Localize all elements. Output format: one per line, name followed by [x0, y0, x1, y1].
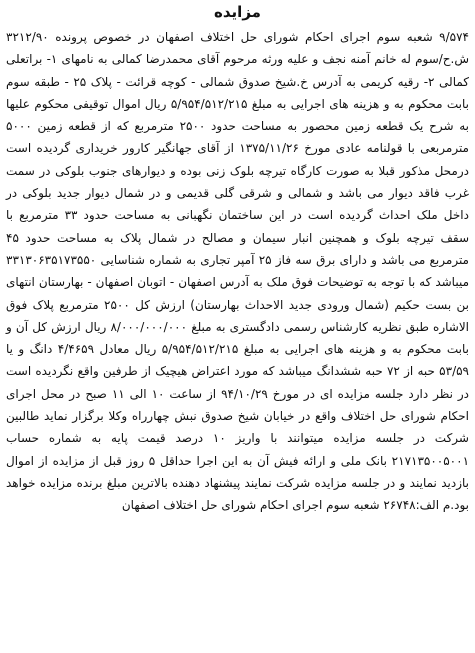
notice-body: ۹/۵۷۴ شعبه سوم اجرای احکام شورای حل اختلاف اصفهان در خصوص پرونده ۳۲۱۲/۹۰ ش.ح/سوم له خانم آمنه نجف و علیه ورثه مرحوم آقای محمدرضا کمالی به نامهای ۱- براتعلی کمالی ۲- رقیه کریمی به آدرس خ.شیخ صدوق شمالی - کوچه قرائت - پلاک ۲۵ - طبقه سوم بابت محکوم به و هزینه های اجرایی به مبلغ ۵/۹۵۴/۵۱۲/۲۱۵ ریال اموال توقیفی محکوم علیها به شرح یک قطعه زمین محصور به مساحت حدود ۲۵۰۰ مترمربع که از قطعه زمین ۵۰۰۰ مترمربعی با قولنامه عادی مورخ ۱۳۷۵/۱۱/۲۶ از آقای جهانگیر کارور خریداری گردیده است درمحل مذکور قبلا به صورت کارگاه تیرچه بلوک زنی بوده و دیوارهای جنوب بلوکی در سمت غرب فاقد دیوار می باشد و شمالی و شرقی گلی قدیمی و در شمال دیوار جدید بلوکی در داخل ملک احداث گردیده است در این ساختمان نگهبانی به مساحت حدود ۳۳ مترمربع با سقف تیرچه بلوک و همچنین انبار سیمان و مصالح در شمال پلاک به مساحت حدود ۴۵ مترمربع می باشد و دارای برق سه فاز ۲۵ آمپر تجاری به شماره شناسایی ۳۳۱۳۰۶۳۵۱۷۳۵۵۰ میباشد که با توجه به توضیحات فوق ملک به آدرس اصفهان - اتوبان اصفهان - بهارستان انتهای بن بست حکیم (شمال ورودی جدید الاحداث بهارستان) ارزش کل ۲۵۰۰ مترمربع پلاک فوق الاشاره طبق نظریه کارشناس رسمی دادگستری به مبلغ ۸/۰۰۰/۰۰۰/۰۰۰ ریال ارزش کل آن و بابت محکوم به و هزینه های اجرایی به مبلغ ۵/۹۵۴/۵۱۲/۲۱۵ ریال معادل ۴/۴۶۵۹ دانگ و یا ۵۳/۵۹ حبه از ۷۲ حبه ششدانگ میباشد که مورد اعتراض هیچیک از طرفین واقع نگردیده است در نظر دارد جلسه مزایده ای در مورخ ۹۴/۱۰/۲۹ از ساعت ۱۰ الی ۱۱ صبح در محل اجرای احکام شورای حل اختلاف واقع در خیابان شیخ صدوق نبش چهارراه وکلا برگزار نماید طالبین شرکت در جلسه مزایده میتوانند با واریز ۱۰ درصد قیمت پایه به شماره حساب ۲۱۷۱۳۵۰۰۵۰۰۱ بانک ملی و ارائه فیش آن به این اجرا حداقل ۵ روز قبل از مزایده از اموال بازدید نمایند و در جلسه مزایده شرکت نمایند پیشنهاد دهنده بالاترین مبلغ برنده مزایده خواهد بود.م الف:۲۶۷۴۸ شعبه سوم اجرای احکام شورای حل اختلاف اصفهان	[6, 30, 470, 513]
auction-notice	[6, 0, 469, 653]
notice-title: مزایده	[214, 3, 261, 21]
